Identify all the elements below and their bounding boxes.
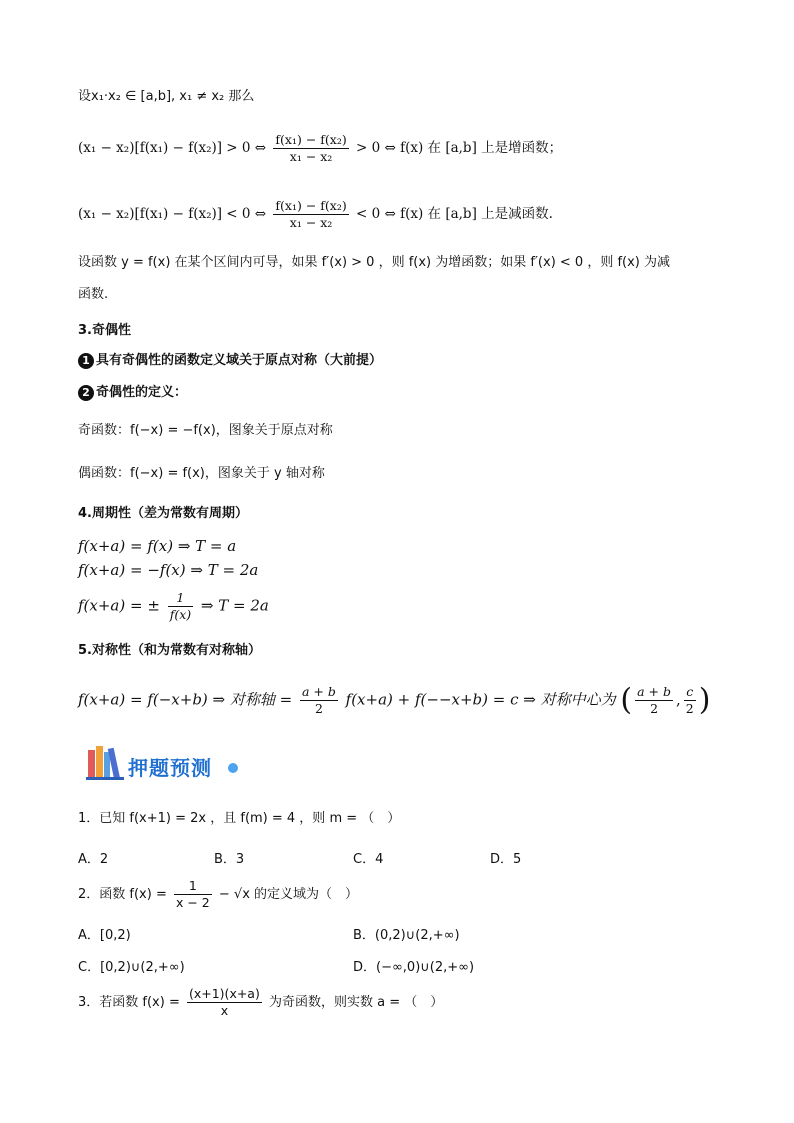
parity-rule-2 — [78, 384, 187, 402]
q2-fraction — [174, 878, 212, 911]
parity-rule-2-text: 奇偶性的定义： — [96, 385, 188, 400]
books-icon — [86, 744, 124, 780]
period-rule-3-right: ⇒ T = 2a — [200, 596, 269, 615]
period-rule-3-fraction — [168, 590, 193, 623]
q1-option-a[interactable]: A．2 — [78, 852, 109, 867]
axis-frac-num: a + b — [302, 684, 336, 699]
q3-frac-den: x — [220, 1003, 229, 1018]
inc-frac-num: f(x₁) − f(x₂) — [275, 132, 347, 147]
prediction-banner: 押题预测 — [128, 756, 212, 780]
banner-dot — [228, 763, 238, 773]
period-rule-1: f(x+a) = f(x) ⇒ T = a — [78, 537, 237, 555]
period-frac-num: 1 — [168, 590, 193, 607]
symmetry-rule: f(x+a) = f(−x+b) ⇒ 对称轴 = $\frac{a + b}{2}$ f(x+a) + f(−−x+b) = c ⇒ 对称中心为 ( $\frac{a + b}{2}$ , $\frac{c}{2}$ ) — [78, 682, 711, 718]
q2-left: 2．函数 f(x) = — [78, 887, 171, 902]
center-y-den: 2 — [685, 701, 694, 716]
dec-fraction — [273, 198, 348, 231]
dec-frac-den: x₁ − x₂ — [289, 215, 333, 230]
center-y-num: c — [684, 684, 696, 701]
circled-number-1: 1 — [78, 353, 94, 369]
question-3 — [78, 986, 443, 1019]
inc-right: > 0 ⇔ f(x) 在 [a,b] 上是增函数； — [356, 140, 563, 156]
q1-option-d[interactable]: D．5 — [490, 852, 522, 867]
section-5-title: 5.对称性（和为常数有对称轴） — [78, 643, 261, 658]
inc-fraction — [273, 132, 348, 165]
period-rule-3 — [78, 590, 269, 623]
q2-frac-den: x − 2 — [175, 895, 210, 910]
period-frac-den: f(x) — [169, 607, 192, 622]
q2-option-b[interactable]: B．(0,2)∪(2,+∞) — [353, 928, 460, 943]
question-2 — [78, 878, 358, 911]
dec-left: (x₁ − x₂)[f(x₁) − f(x₂)] < 0 ⇔ — [78, 206, 271, 222]
q3-right: 为奇函数，则实数 a = （ ） — [269, 995, 444, 1010]
parity-rule-1-text: 具有奇偶性的函数定义域关于原点对称（大前提） — [96, 353, 383, 368]
q2-option-a[interactable]: A．[0,2) — [78, 928, 131, 943]
symmetry-center-left: f(x+a) + f(−−x+b) = c ⇒ 对称中心为 — [345, 690, 616, 709]
premise-line: 设x₁·x₂ ∈ [a,b], x₁ ≠ x₂ 那么 — [78, 89, 255, 104]
derivative-line-1: 设函数 y = f(x) 在某个区间内可导，如果 f′(x) > 0 ，则 f(x) 为增函数；如果 f′(x) < 0 ，则 f(x) 为减 — [78, 255, 671, 270]
inc-left: (x₁ − x₂)[f(x₁) − f(x₂)] > 0 ⇔ — [78, 140, 271, 156]
period-rule-2: f(x+a) = −f(x) ⇒ T = 2a — [78, 561, 259, 579]
axis-frac-den: 2 — [314, 701, 323, 716]
section-4-title: 4.周期性（差为常数有周期） — [78, 506, 248, 521]
q1-option-c[interactable]: C．4 — [353, 852, 384, 867]
odd-function-line: 奇函数：f(−x) = −f(x)，图象关于原点对称 — [78, 423, 333, 438]
q2-right: − √x 的定义域为（ ） — [218, 887, 359, 902]
center-x-den: 2 — [650, 701, 659, 716]
q1-option-b[interactable]: B．3 — [214, 852, 245, 867]
derivative-line-2: 函数. — [78, 287, 109, 302]
q2-frac-num: 1 — [174, 878, 212, 895]
q3-left: 3．若函数 f(x) = — [78, 995, 184, 1010]
symmetry-axis-fraction — [300, 684, 338, 717]
period-rule-3-left: f(x+a) = ± — [78, 596, 160, 615]
center-x-fraction — [635, 684, 673, 717]
circled-number-2: 2 — [78, 385, 94, 401]
left-paren: ( — [620, 682, 633, 718]
q3-fraction — [187, 986, 262, 1019]
q2-option-d[interactable]: D．(−∞,0)∪(2,+∞) — [353, 960, 475, 975]
question-1: 1．已知 f(x+1) = 2x ，且 f(m) = 4 ，则 m = （ ） — [78, 811, 401, 826]
dec-right: < 0 ⇔ f(x) 在 [a,b] 上是减函数. — [356, 206, 553, 222]
dec-frac-num: f(x₁) − f(x₂) — [275, 198, 347, 213]
even-function-line: 偶函数：f(−x) = f(x)，图象关于 y 轴对称 — [78, 466, 325, 481]
inc-frac-den: x₁ − x₂ — [289, 149, 333, 164]
increasing-criterion — [78, 132, 562, 165]
center-x-num: a + b — [637, 684, 671, 699]
center-y-fraction — [684, 684, 696, 717]
section-3-title: 3.奇偶性 — [78, 323, 131, 338]
decreasing-criterion — [78, 198, 553, 231]
q3-frac-num: (x+1)(x+a) — [188, 986, 260, 1001]
parity-rule-1 — [78, 352, 382, 370]
symmetry-axis-left: f(x+a) = f(−x+b) ⇒ 对称轴 = — [78, 690, 297, 709]
q2-option-c[interactable]: C．[0,2)∪(2,+∞) — [78, 960, 185, 975]
right-paren: ) — [698, 682, 711, 718]
